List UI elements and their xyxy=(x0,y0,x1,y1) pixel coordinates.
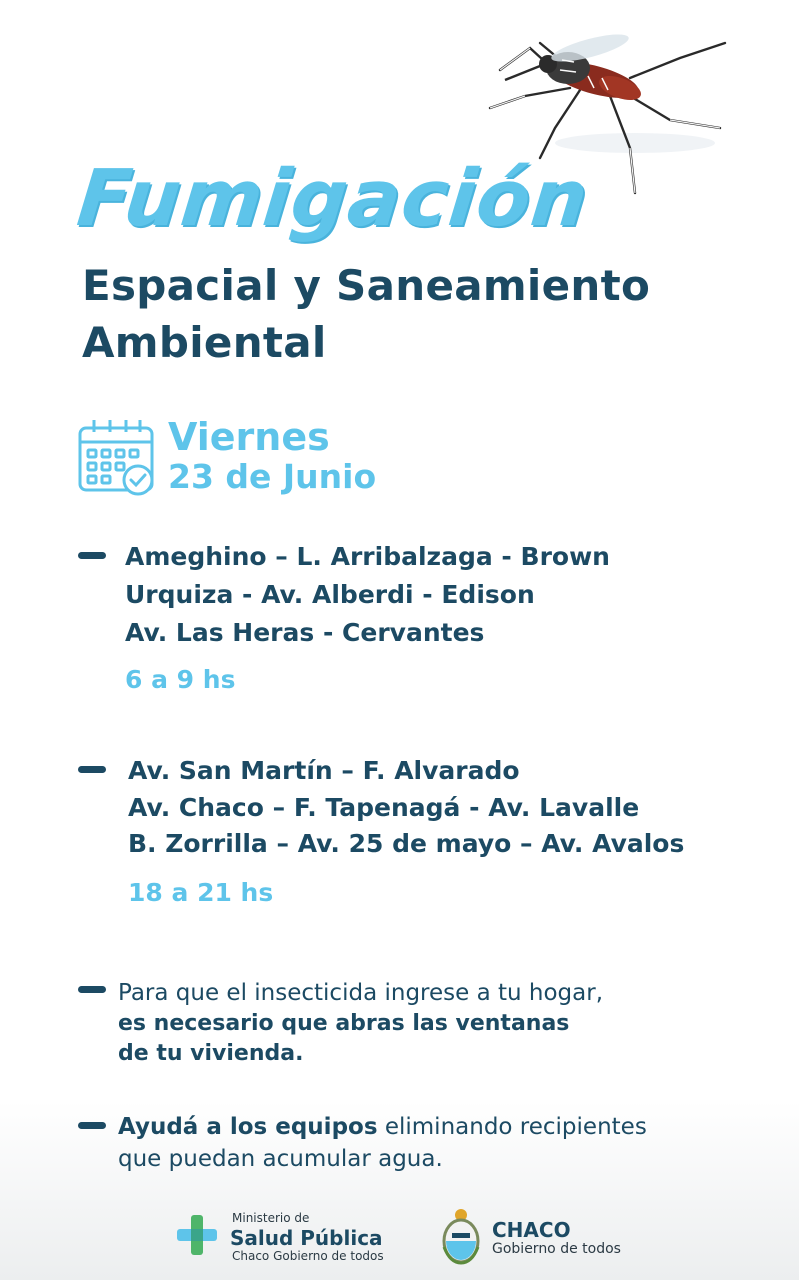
title-line-2: Ambiental xyxy=(82,318,327,367)
bullet-dash xyxy=(78,766,106,773)
schedule-1-street-2: Urquiza - Av. Alberdi - Edison xyxy=(125,580,535,609)
note-2-bold: Ayudá a los equipos xyxy=(118,1114,378,1140)
ministry-sub: Chaco Gobierno de todos xyxy=(232,1249,384,1263)
title-line-1: Espacial y Saneamiento xyxy=(82,261,651,310)
schedule-2-street-1: Av. San Martín – F. Alvarado xyxy=(128,756,520,785)
note-2-rest: eliminando recipientes xyxy=(377,1114,647,1140)
note-2-line-2: que puedan acumular agua. xyxy=(118,1146,443,1172)
bullet-dash xyxy=(78,1122,106,1129)
bullet-dash xyxy=(78,552,106,559)
calendar-icon xyxy=(78,418,156,496)
province-seal-logo xyxy=(440,1207,482,1265)
schedule-1-street-3: Av. Las Heras - Cervantes xyxy=(125,618,485,647)
note-1-line-2: es necesario que abras las ventanas xyxy=(118,1011,570,1036)
health-cross-logo xyxy=(175,1213,219,1257)
bullet-dash xyxy=(78,986,106,993)
schedule-2-street-3: B. Zorrilla – Av. 25 de mayo – Av. Avalos xyxy=(128,829,685,858)
note-1-line-1: Para que el insecticida ingrese a tu hogar, xyxy=(118,980,604,1006)
ministry-small-label: Ministerio de xyxy=(232,1211,310,1225)
ministry-name: Salud Pública xyxy=(230,1226,383,1250)
province-sub: Gobierno de todos xyxy=(492,1241,621,1257)
note-2-line-1 xyxy=(118,1116,647,1139)
date-date: 23 de Junio xyxy=(168,457,377,496)
title-fumigacion: Fumigación xyxy=(73,154,593,244)
date-day: Viernes xyxy=(168,415,330,459)
note-1-line-3: de tu vivienda. xyxy=(118,1041,304,1066)
schedule-1-hours: 6 a 9 hs xyxy=(125,665,236,694)
schedule-2-hours: 18 a 21 hs xyxy=(128,878,274,907)
schedule-1-street-1: Ameghino – L. Arribalzaga - Brown xyxy=(125,542,610,571)
schedule-2-street-2: Av. Chaco – F. Tapenagá - Av. Lavalle xyxy=(128,793,640,822)
province-name: CHACO xyxy=(492,1218,571,1242)
